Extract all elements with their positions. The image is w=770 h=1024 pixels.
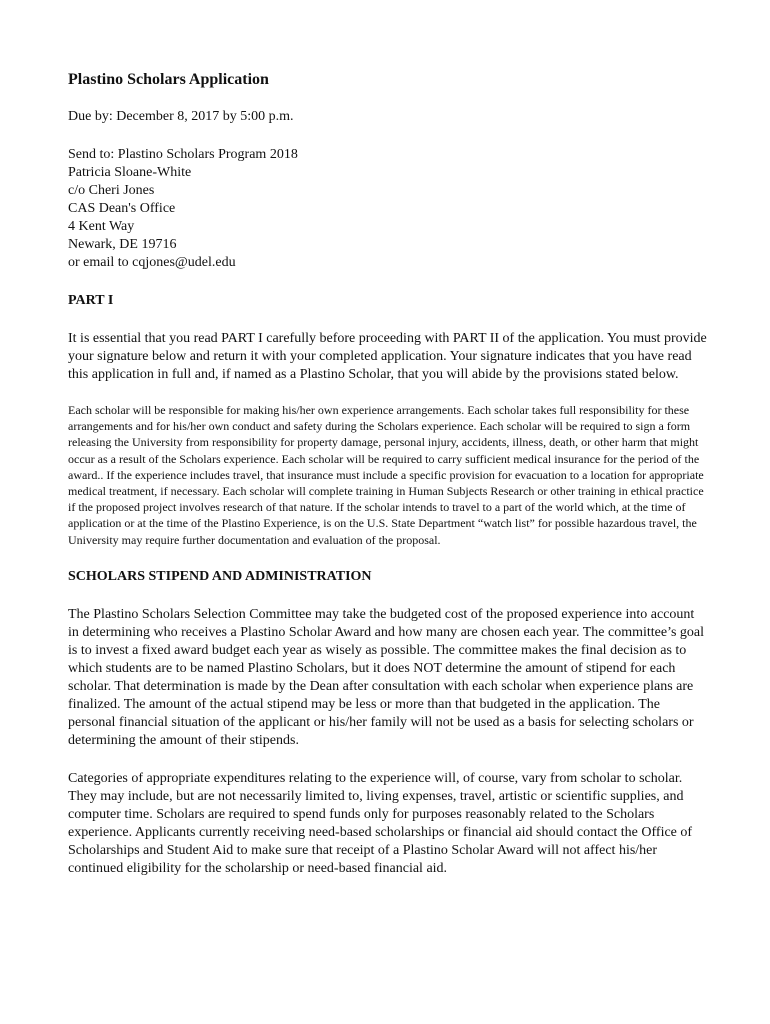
- send-to-address: [68, 146, 708, 272]
- part1-intro: It is essential that you read PART I carefully before proceeding with PART II of the application. You must provide your signature below and return it with your completed application. Your signature indicates that you have read this application in full and, if named as a Plastino Scholar, that you will abide by the provisions stated below.: [68, 331, 707, 382]
- document-page: [68, 70, 708, 898]
- address-line: c/o Cheri Jones: [68, 183, 155, 198]
- address-line: Newark, DE 19716: [68, 237, 177, 252]
- document-title: Plastino Scholars Application: [68, 71, 269, 88]
- stipend-paragraph-1: The Plastino Scholars Selection Committee may take the budgeted cost of the proposed experience into account in determining who receives a Plastino Scholar Award and how many are chosen each year. The committee’s goal is to invest a fixed award budget each year as wisely as possible. The committee makes the final decision as to which students are to be named Plastino Scholars, but it does NOT determine the amount of stipend for each scholar. That determination is made by the Dean after consultation with each scholar when experience plans are finalized. The amount of the actual stipend may be less or more than that budgeted in the application. The personal financial situation of the applicant or his/her family will not be used as a basis for selecting scholars or determining the amount of their stipends.: [68, 606, 705, 748]
- address-line: Send to: Plastino Scholars Program 2018: [68, 147, 298, 162]
- part1-heading: PART I: [68, 293, 114, 308]
- address-email-line: or email to cqjones@udel.edu: [68, 255, 236, 270]
- address-line: 4 Kent Way: [68, 219, 135, 234]
- due-date: Due by: December 8, 2017 by 5:00 p.m.: [68, 109, 294, 124]
- stipend-paragraph-2: Categories of appropriate expenditures relating to the experience will, of course, vary from scholar to scholar. They may include, but are not necessarily limited to, living expenses, travel, artistic or scientific supplies, and computer time. Scholars are required to spend funds only for purposes reasonably related to the Scholars experience. Applicants currently receiving need-based scholarships or financial aid should contact the Office of Scholarships and Student Aid to make sure that receipt of a Plastino Scholar Award will not affect his/her continued eligibility for the scholarship or need-based financial aid.: [68, 770, 693, 876]
- address-line: CAS Dean's Office: [68, 201, 176, 216]
- address-line: Patricia Sloane-White: [68, 165, 192, 180]
- part1-provisions: Each scholar will be responsible for making his/her own experience arrangements. Each scholar takes full responsibility for these arrangements and for his/her own conduct and safety during the Scholars experience. Each scholar will be required to sign a form releasing the University from responsibility for property damage, personal injury, accidents, illness, death, or other harm that might occur as a result of the Scholars experience. Each scholar will be required to carry sufficient medical insurance for the period of the award.. If the experience includes travel, that insurance must include a specific provision for evacuation to a location for appropriate medical treatment, if necessary. Each scholar will complete training in Human Subjects Research or other training in ethical practice if the proposed project involves research of that nature. If the scholar intends to travel to a part of the world which, at the time of application or at the time of the Plastino Experience, is on the U.S. State Department “watch list” for possible hazardous travel, the University may require further documentation and evaluation of the proposal.: [68, 403, 704, 547]
- stipend-heading: SCHOLARS STIPEND AND ADMINISTRATION: [68, 568, 372, 584]
